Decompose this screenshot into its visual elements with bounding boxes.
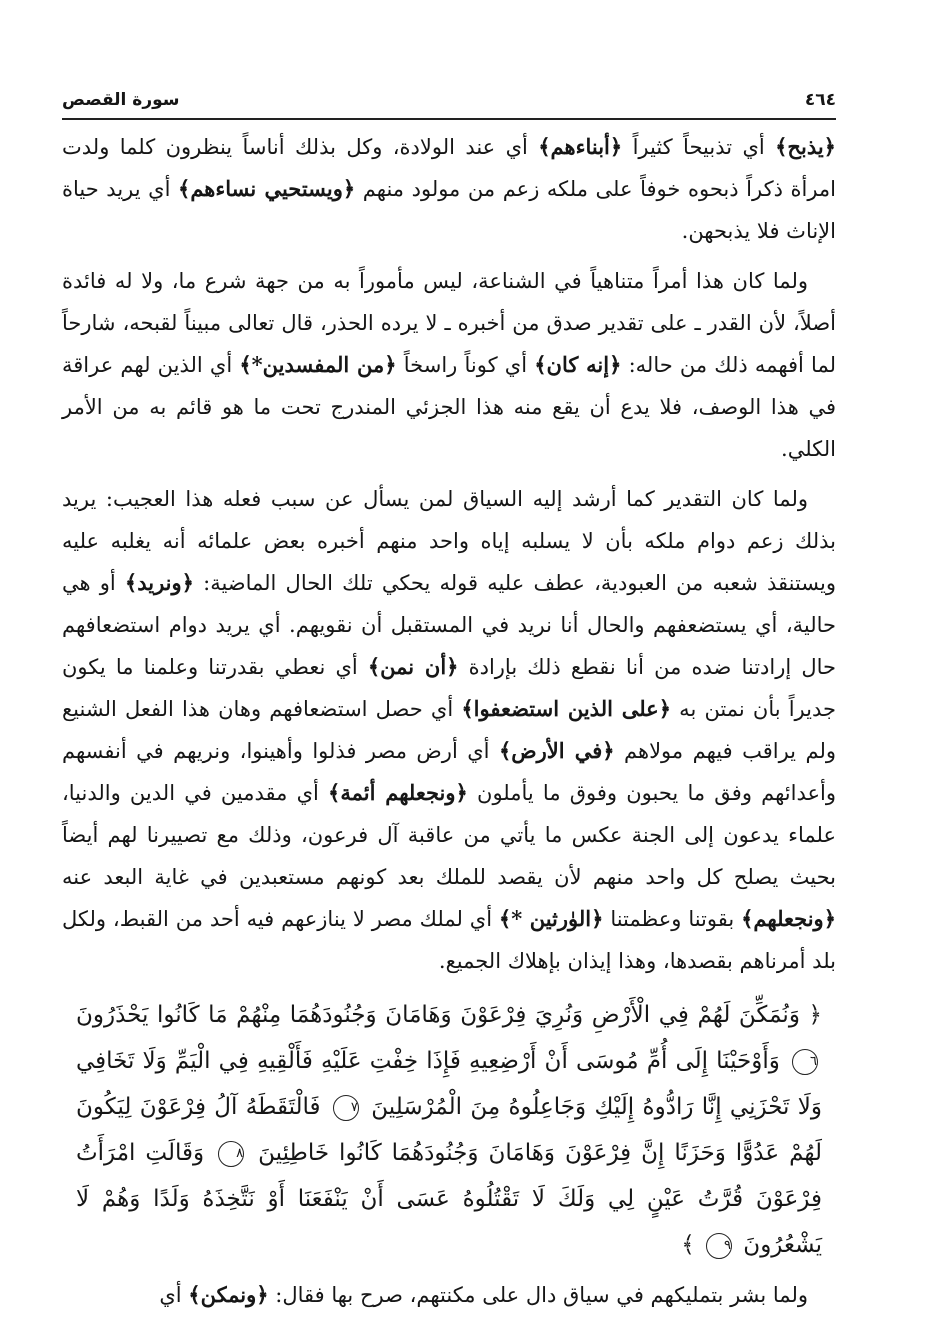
text-segment: أي كوناً راسخاً — [396, 353, 535, 377]
page-number: ٤٦٤ — [804, 90, 836, 110]
quran-term: ﴿ويستحيي نساءهم﴾ — [178, 176, 356, 201]
quran-verse: وَقَالَتِ امْرَأَتُ فِرْعَوْنَ قُرَّتُ عَيْنٍ لِي وَلَكَ لَا تَقْتُلُوهُ عَسَى أَنْ يَنْفَعَنَا أَوْ نَتَّخِذَهُ وَلَدًا وَهُمْ لَا يَشْعُرُونَ — [76, 1140, 822, 1258]
quran-block — [62, 992, 836, 1268]
paragraph — [62, 126, 836, 252]
text-segment: أي — [159, 1283, 189, 1307]
quran-term: ﴿ونريد﴾ — [124, 570, 194, 595]
quran-term: ﴿ونجعلهم أئمة﴾ — [328, 780, 468, 805]
paragraph — [62, 478, 836, 982]
verse-number-marker: ٧ — [333, 1095, 359, 1121]
quran-term: ﴿في الأرض﴾ — [498, 738, 615, 763]
text-segment: أي مقدمين في الدين والدنيا، علماء يدعون إلى الجنة عكس ما يأتي من عاقبة آل فرعون، وذلك مع تصييرنا لهم أيضاً بحيث يصلح كل واحد منهم لأن يقصد للملك بعد كونهم مستعبدين في غاية البعد عنه — [62, 781, 836, 889]
quran-term: ﴿على الذين استضعفوا﴾ — [461, 696, 672, 721]
text-segment: أي يريد حياة الإناث فلا يذبحهن. — [62, 177, 836, 243]
page-body — [62, 126, 836, 1316]
text-segment: أي حصل استضعافهم وهان هذا الفعل الشنيع ولم يراقب فيهم مولاهم — [62, 697, 836, 763]
surah-name: سورة القصص — [62, 90, 180, 110]
text-segment: أي نعطي بقدرتنا وعلمنا ما يكون جديراً بأن نمتن به — [62, 655, 836, 721]
quran-verse: فَالْتَقَطَهُ آلُ فِرْعَوْنَ لِيَكُونَ لَهُمْ عَدُوًّا وَحَزَنًا إِنَّ فِرْعَوْنَ وَهَامَانَ وَجُنُودَهُمَا كَانُوا خَاطِئِينَ — [76, 1094, 823, 1166]
paragraph — [62, 1274, 836, 1316]
text-segment: أي الذين لهم عراقة في هذا الوصف، فلا يدع أن يقع منه هذا الجزئي المندرج تحت ما هو قائم به من الأمر الكلي. — [62, 353, 836, 461]
verse-number-marker: ٦ — [792, 1049, 818, 1075]
text-segment: ولما كان التقدير كما أرشد إليه السياق لمن يسأل عن سبب فعله هذا العجيب: يريد بذلك زعم دوام ملكه بأن لا يسلبه إياه واحد منهم أخبره بعض علمائه أنه يغلبه عليه ويستنقذ شعبه من العبودية، عطف عليه قوله يحكي تلك الحال الماضية: — [62, 487, 837, 595]
quran-term: ﴿إنه كان﴾ — [534, 352, 622, 377]
verse-number-marker: ٩ — [706, 1233, 732, 1259]
text-segment: أي لملك مصر لا ينازعهم فيه أحد من القبط، ولكل بلد أمرناهم بقصدها، وهذا إيذان بإهلاك الجميع. — [62, 907, 836, 973]
quran-term: ﴿أبناءهم﴾ — [538, 134, 623, 159]
quran-term: ﴿ونمكن﴾ — [188, 1282, 269, 1307]
quran-open-bracket: ﴿ — [808, 1002, 822, 1028]
quran-term: ﴿أن نمن﴾ — [367, 654, 459, 679]
text-segment: أو هي حالية، أي يستضعفهم والحال أنا نريد في المستقبل أن نقويهم. أي يريد دوام استضعافهم حال إرادتنا ضده من أنا نقطع ذلك بإرادة — [62, 571, 836, 679]
text-segment: ولما كان هذا أمراً متناهياً في الشناعة، ليس مأموراً به من جهة شرع ما، ولا له فائدة أصلاً، لأن القدر ـ على تقدير صدق من أخبره ـ لا يرده الحذر، قال تعالى مبيناً لقبحه، شارحاً لما أفهمه ذلك من حاله: — [62, 269, 836, 377]
quran-term: ﴿الوٰرثين *﴾ — [498, 906, 604, 931]
quran-close-bracket: ﴾ — [681, 1232, 695, 1258]
text-segment: أي أرض مصر فذلوا وأهينوا، ونريهم في أنفسهم وأعدائهم وفق ما يحبون وفوق ما يأملون — [62, 739, 837, 805]
page-header — [62, 78, 836, 120]
text-segment: أي عند الولادة، وكل بذلك أناساً ينظرون كلما ولدت امرأة ذكراً ذبحوه خوفاً على ملكه زعم من مولود منهم — [62, 135, 836, 201]
text-segment: ولما بشر بتمليكهم في سياق دال على مكنتهم، صرح بها فقال: — [268, 1283, 808, 1307]
verse-number-marker: ٨ — [218, 1141, 244, 1167]
quran-term: ﴿ونجعلهم﴾ — [741, 906, 836, 931]
quran-term: ﴿من المفسدين*﴾ — [239, 352, 397, 377]
text-segment: بقوتنا وعظمتنا — [603, 907, 742, 931]
quran-verse: وَأَوْحَيْنَا إِلَى أُمِّ مُوسَى أَنْ أَرْضِعِيهِ فَإِذَا خِفْتِ عَلَيْهِ فَأَلْقِيهِ فِي الْيَمِّ وَلَا تَخَافِي وَلَا تَحْزَنِي إِنَّا رَادُّوهُ إِلَيْكِ وَجَاعِلُوهُ مِنَ الْمُرْسَلِينَ — [76, 1048, 823, 1120]
text-segment: أي تذبيحاً كثيراً — [622, 135, 776, 159]
quran-verse: وَنُمَكِّنَ لَهُمْ فِي الْأَرْضِ وَنُرِيَ فِرْعَوْنَ وَهَامَانَ وَجُنُودَهُمَا مِنْهُمْ مَا كَانُوا يَحْذَرُونَ — [76, 1002, 800, 1028]
quran-term: ﴿يذبح﴾ — [775, 134, 836, 159]
paragraph — [62, 260, 836, 470]
page — [62, 78, 836, 1338]
